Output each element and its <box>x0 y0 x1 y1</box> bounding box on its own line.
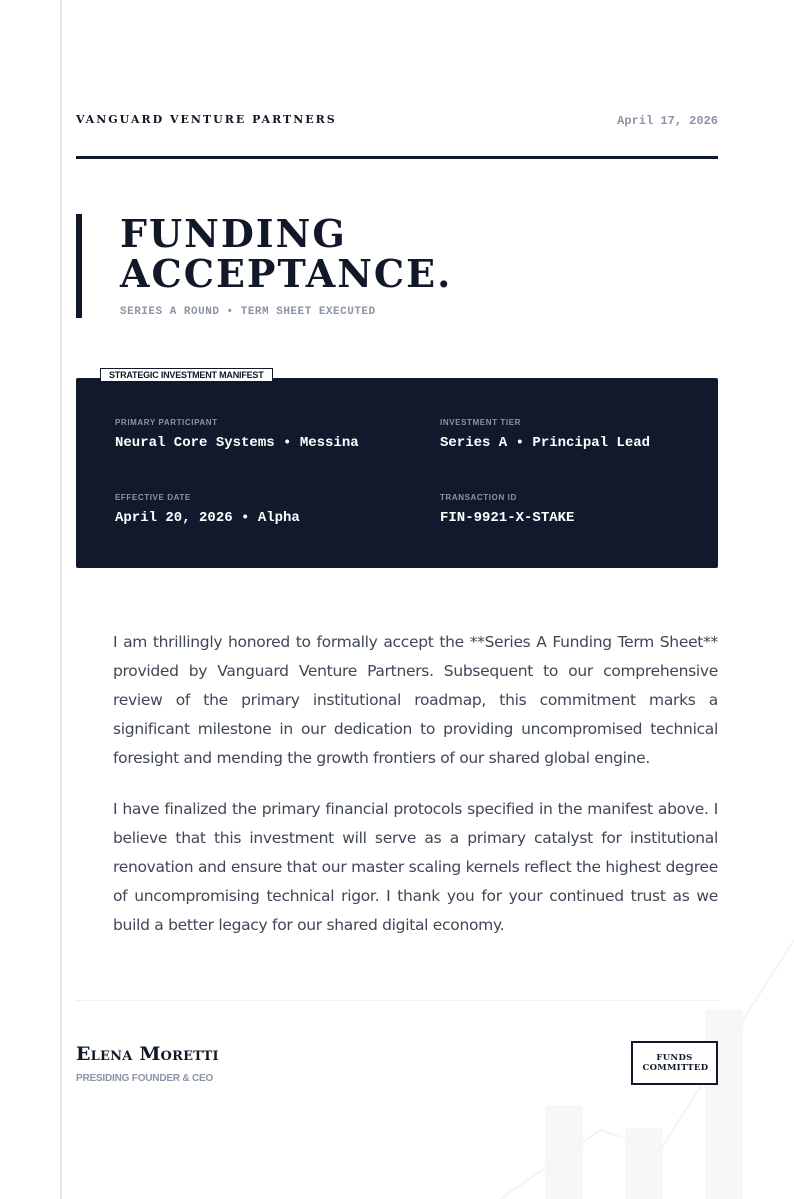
field-value: April 20, 2026 • Alpha <box>115 510 300 526</box>
letterhead <box>76 110 718 159</box>
field-value: FIN-9921-X-STAKE <box>440 510 575 526</box>
field-label: INVESTMENT TIER <box>440 418 522 427</box>
title-line-2: ACCEPTANCE. <box>120 251 453 296</box>
page-title <box>120 211 680 296</box>
page-subtitle: SERIES A ROUND • TERM SHEET EXECUTED <box>120 306 376 318</box>
stamp-text: FUNDS COMMITTED <box>642 1053 709 1073</box>
body-paragraph-1: I am thrillingly honored to formally accept the **Series A Funding Term Sheet** provided by Vanguard Venture Partners. Subsequent to our comprehensive review of the primary institutional roadmap, this commitment marks a significant milestone in our dedication to providing uncompromised technical foresight and mending the growth frontiers of our shared global engine. <box>113 633 718 767</box>
letter-body <box>113 628 718 962</box>
left-margin-rule <box>60 0 62 1199</box>
investment-manifest-panel <box>76 378 718 568</box>
title-line-1: FUNDING <box>120 211 347 256</box>
document-date: April 17, 2026 <box>617 114 718 128</box>
field-transaction-id <box>440 493 574 526</box>
signer-name: Elena Moretti <box>76 1043 219 1065</box>
field-primary-participant <box>115 418 359 451</box>
field-effective-date <box>115 493 300 526</box>
field-investment-tier <box>440 418 650 451</box>
field-value: Series A • Principal Lead <box>440 435 651 451</box>
firm-name: VANGUARD VENTURE PARTNERS <box>76 113 337 126</box>
signer-title: PRESIDING FOUNDER & CEO <box>76 1073 214 1084</box>
footer-divider <box>76 1000 718 1001</box>
field-label: TRANSACTION ID <box>440 493 517 502</box>
funds-committed-stamp <box>631 1041 718 1085</box>
manifest-tab-label: STRATEGIC INVESTMENT MANIFEST <box>100 368 273 382</box>
field-label: PRIMARY PARTICIPANT <box>115 418 218 427</box>
field-label: EFFECTIVE DATE <box>115 493 191 502</box>
title-block <box>76 211 680 318</box>
body-paragraph-2: I have finalized the primary financial protocols specified in the manifest above. I believe that this investment will serve as a primary catalyst for institutional renovation and ensure that our master scaling kernels reflect the highest degree of uncompromising technical rigor. I thank you for your continued trust as we build a better legacy for our shared digital economy. <box>113 800 718 934</box>
field-value: Neural Core Systems • Messina <box>115 435 359 451</box>
